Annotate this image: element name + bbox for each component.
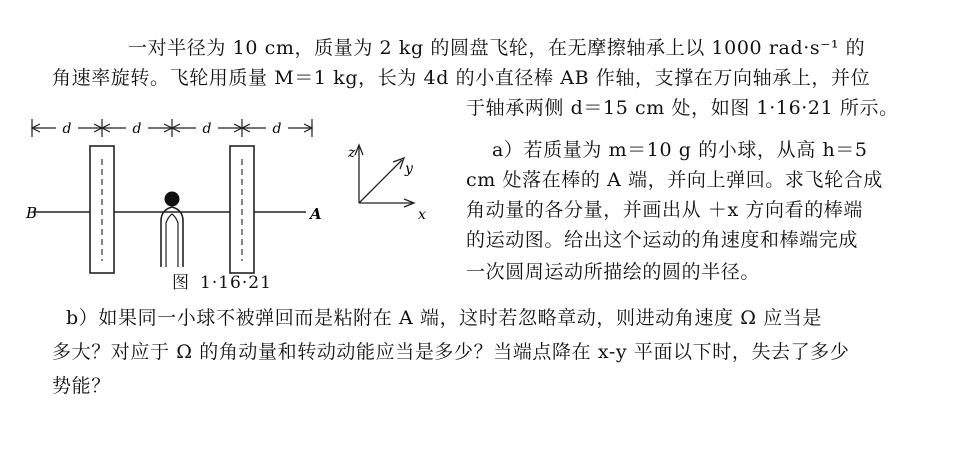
dimension-markers [32, 119, 312, 137]
axis-x-label: x [418, 207, 426, 223]
text-line-10: 多大？对应于 Ω 的角动量和转动动能应当是多少？当端点降在 x-y 平面以下时，失去了多少 [52, 341, 850, 363]
dim-label-2: d [132, 121, 142, 137]
text-line-1: 一对半径为 10 cm，质量为 2 kg 的圆盘飞轮，在无摩擦轴承上以 1000 rad·s⁻¹ 的 [128, 37, 866, 59]
text-line-2: 角速率旋转。飞轮用质量 M＝1 kg，长为 4d 的小直径棒 AB 作轴，支撑在万向轴承上，并位 [52, 67, 871, 89]
text-line-4: a）若质量为 m＝10 g 的小球，从高 h＝5 [492, 139, 868, 161]
text-line-8: 一次圆周运动所描绘的圆的半径。 [466, 261, 761, 283]
text-line-6: 角动量的各分量，并画出从 ＋x 方向看的棒端 [466, 199, 863, 221]
caption-prefix: 图 [172, 273, 190, 293]
dim-label-3: d [202, 121, 212, 137]
text-line-7: 的运动图。给出这个运动的角速度和棒端完成 [466, 229, 859, 251]
figure-caption [172, 268, 282, 293]
label-a: A [310, 205, 322, 223]
universal-joint [165, 192, 180, 207]
text-line-9: b）如果同一小球不被弹回而是粘附在 A 端，这时若忽略章动，则进动角速度 Ω 应当是 [66, 307, 822, 329]
support-post-inner [166, 214, 178, 267]
text-line-5: cm 处落在棒的 A 端，并向上弹回。求飞轮合成 [466, 169, 883, 191]
support-post [161, 207, 183, 267]
caption-number: 1·16·21 [200, 273, 272, 293]
text-line-11: 势能？ [52, 375, 111, 397]
dim-label-4: d [272, 121, 282, 137]
axis-y-label: y [405, 161, 413, 177]
axis-z-label: z [348, 145, 356, 161]
text-line-3: 于轴承两侧 d＝15 cm 处，如图 1·16·21 所示。 [466, 97, 899, 119]
dim-label-1: d [62, 121, 72, 137]
label-b: B [26, 204, 38, 222]
